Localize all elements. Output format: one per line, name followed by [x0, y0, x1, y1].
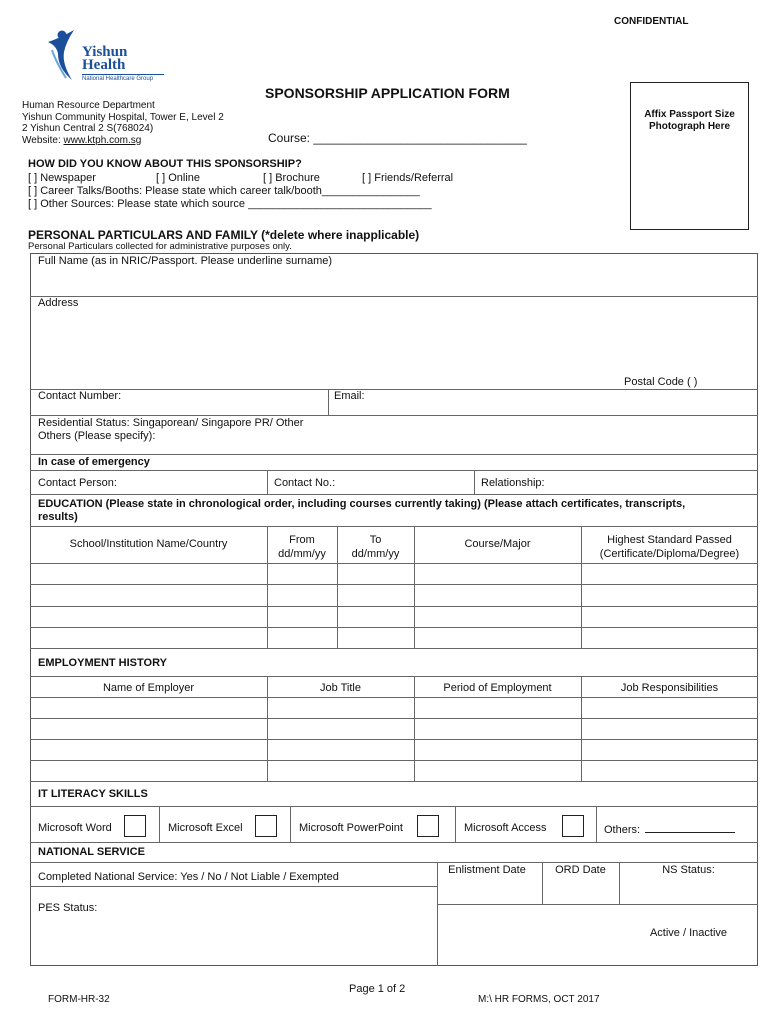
it-powerpoint-checkbox[interactable]: [417, 815, 439, 837]
form-code: FORM-HR-32: [48, 994, 110, 1005]
it-heading: IT LITERACY SKILLS: [38, 788, 148, 800]
it-word-label: Microsoft Word: [38, 822, 112, 834]
contact-person-field[interactable]: Contact Person:: [38, 477, 117, 489]
source-online[interactable]: [ ] Online: [156, 172, 201, 184]
website-label: Website:: [22, 134, 64, 146]
form-table: [30, 253, 758, 966]
it-powerpoint-label: Microsoft PowerPoint: [299, 822, 403, 834]
source-brochure[interactable]: [ ] Brochure: [263, 172, 320, 184]
it-others-field[interactable]: [645, 832, 735, 833]
contact-no-field[interactable]: Contact No.:: [274, 477, 336, 489]
employment-row[interactable]: [30, 760, 758, 761]
ns-enlistment-date[interactable]: Enlistment Date: [448, 864, 526, 876]
employment-row[interactable]: [30, 781, 758, 782]
col-from: From dd/mm/yy: [278, 534, 326, 560]
col-school: School/Institution Name/Country: [69, 538, 228, 550]
page-title: SPONSORSHIP APPLICATION FORM: [265, 85, 510, 101]
it-access-checkbox[interactable]: [562, 815, 584, 837]
logo-line2: Health: [82, 57, 126, 73]
col-period: Period of Employment: [443, 682, 552, 694]
website-link[interactable]: www.ktph.com.sg: [63, 134, 142, 146]
residential-others-field[interactable]: Others (Please specify):: [38, 430, 156, 442]
education-row[interactable]: [30, 606, 758, 607]
source-career-talks[interactable]: [ ] Career Talks/Booths: Please state which career talk/booth________________: [28, 185, 420, 197]
address-field[interactable]: Address: [38, 297, 79, 309]
it-excel-checkbox[interactable]: [255, 815, 277, 837]
pes-status-field[interactable]: PES Status:: [38, 902, 98, 914]
passport-photo-box[interactable]: [630, 82, 749, 230]
it-access-label: Microsoft Access: [464, 822, 547, 834]
hr-address-block: [22, 100, 224, 146]
col-responsibilities: Job Responsibilities: [620, 682, 719, 694]
personal-heading: PERSONAL PARTICULARS AND FAMILY (*delete where inapplicable): [28, 228, 420, 242]
file-path: M:\ HR FORMS, OCT 2017: [478, 994, 600, 1005]
col-employer: Name of Employer: [102, 682, 195, 694]
education-row[interactable]: [30, 627, 758, 628]
emergency-heading: In case of emergency: [38, 456, 150, 468]
it-others-label: Others:: [604, 824, 641, 836]
address-dept: Human Resource Department: [22, 100, 155, 111]
address-line2: Yishun Community Hospital, Tower E, Level 2: [22, 111, 224, 123]
logo-line1: Yishun: [82, 44, 128, 60]
education-heading-cont: results): [38, 511, 78, 523]
logo-subtitle: National Healthcare Group: [82, 74, 164, 82]
ns-status-field[interactable]: NS Status:: [662, 864, 715, 876]
source-other[interactable]: [ ] Other Sources: Please state which source ______________________________: [28, 198, 432, 210]
ns-active-inactive[interactable]: Active / Inactive: [649, 927, 728, 939]
it-word-checkbox[interactable]: [124, 815, 146, 837]
ns-heading: NATIONAL SERVICE: [38, 846, 145, 858]
postal-code-field[interactable]: Postal Code ( ): [624, 376, 698, 388]
ns-ord-date[interactable]: ORD Date: [555, 864, 606, 876]
address-line3: 2 Yishun Central 2 S(768024): [22, 123, 154, 134]
relationship-field[interactable]: Relationship:: [481, 477, 545, 489]
photo-box-line2: Photograph Here: [648, 121, 731, 132]
source-friends[interactable]: [ ] Friends/Referral: [362, 172, 454, 184]
organization-logo: [44, 28, 169, 86]
email-field[interactable]: Email:: [334, 390, 365, 402]
photo-box-line1: Affix Passport Size: [644, 109, 735, 120]
residential-status-field[interactable]: Residential Status: Singaporean/ Singapore PR/ Other: [38, 417, 304, 429]
confidential-label: CONFIDENTIAL: [614, 16, 689, 27]
personal-note: Personal Particulars collected for administrative purposes only.: [28, 241, 292, 252]
source-newspaper[interactable]: [ ] Newspaper: [28, 172, 96, 184]
col-course: Course/Major: [464, 538, 531, 550]
employment-row[interactable]: [30, 718, 758, 719]
source-heading: HOW DID YOU KNOW ABOUT THIS SPONSORSHIP?: [28, 158, 302, 170]
col-job-title: Job Title: [320, 682, 361, 694]
education-row[interactable]: [30, 584, 758, 585]
course-field[interactable]: Course: ________________________________: [268, 131, 527, 145]
website-line: [22, 135, 224, 147]
contact-number-field[interactable]: Contact Number:: [38, 390, 122, 402]
full-name-field[interactable]: Full Name (as in NRIC/Passport. Please underline surname): [38, 255, 333, 267]
employment-heading: EMPLOYMENT HISTORY: [38, 657, 167, 669]
employment-row[interactable]: [30, 739, 758, 740]
education-row[interactable]: [30, 648, 758, 649]
col-highest: Highest Standard Passed (Certificate/Diploma/Degree): [599, 534, 740, 560]
col-to: To dd/mm/yy: [351, 534, 400, 560]
logo-figure-icon: [44, 28, 84, 84]
it-excel-label: Microsoft Excel: [168, 822, 243, 834]
ns-completed-field[interactable]: Completed National Service: Yes / No / Not Liable / Exempted: [38, 871, 339, 883]
page-number: Page 1 of 2: [349, 983, 406, 995]
education-heading: EDUCATION (Please state in chronological order, including courses currently taking) (Please attach certificates, transcripts,: [38, 498, 686, 510]
